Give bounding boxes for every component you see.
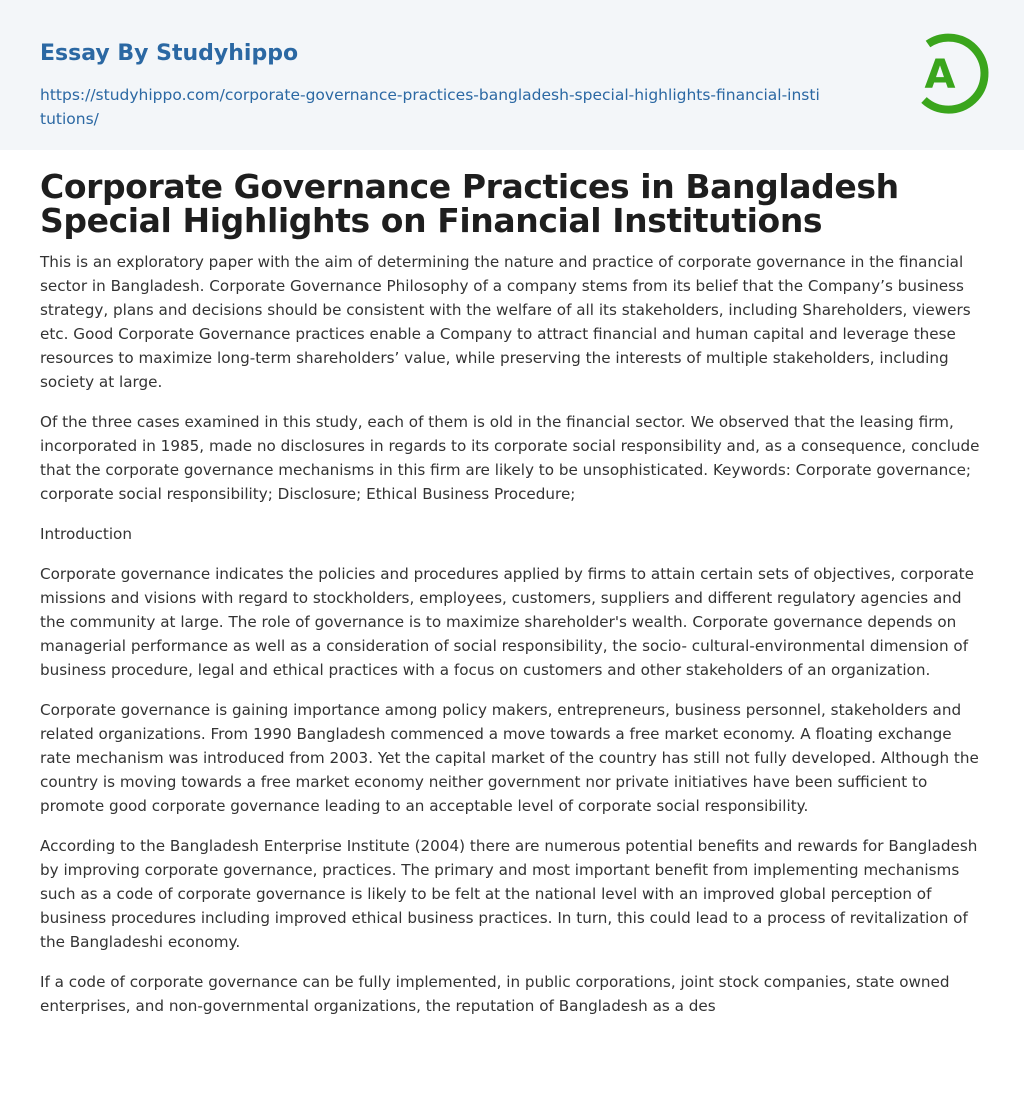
studyhippo-logo-icon[interactable] (904, 26, 992, 118)
logo-letter: A (924, 52, 956, 98)
essay-url-link[interactable]: https://studyhippo.com/corporate-governance-practices-bangladesh-special-highlights-financial-institutions/ (40, 86, 820, 128)
site-header (0, 0, 1024, 150)
article-paragraph: Corporate governance indicates the policies and procedures applied by firms to attain certain sets of objectives, corporate missions and visions with regard to stockholders, employees, customers, suppliers and different regulatory agencies and the community at large. The role of governance is to maximize shareholder's wealth. Corporate governance depends on managerial performance as well as a consideration of social responsibility, the socio- cultural-environmental dimension of business procedure, legal and ethical practices with a focus on customers and other stakeholders of an organization. (40, 565, 974, 679)
article-paragraph: Of the three cases examined in this study, each of them is old in the financial sector. We observed that the leasing firm, incorporated in 1985, made no disclosures in regards to its corporate social responsibility and, as a consequence, conclude that the corporate governance mechanisms in this firm are likely to be unsophisticated. Keywords: Corporate governance; corporate social responsibility; Disclosure; Ethical Business Procedure; (40, 413, 980, 503)
article-paragraph: If a code of corporate governance can be fully implemented, in public corporations, joint stock companies, state owned enterprises, and non-governmental organizations, the reputation of Bangladesh as a des (40, 973, 950, 1015)
article-paragraph: According to the Bangladesh Enterprise Institute (2004) there are numerous potential benefits and rewards for Bangladesh by improving corporate governance, practices. The primary and most important benefit from implementing mechanisms such as a code of corporate governance is likely to be felt at the national level with an improved global perception of business procedures including improved ethical business practices. In turn, this could lead to a process of revitalization of the Bangladeshi economy. (40, 837, 978, 951)
site-title[interactable]: Essay By Studyhippo (40, 41, 299, 66)
article (40, 167, 984, 1034)
page-title: Corporate Governance Practices in Bangladesh Special Highlights on Financial Institutions (40, 167, 899, 240)
article-paragraph: Corporate governance is gaining importance among policy makers, entrepreneurs, business personnel, stakeholders and related organizations. From 1990 Bangladesh commenced a move towards a free market economy. A floating exchange rate mechanism was introduced from 2003. Yet the capital market of the country has still not fully developed. Although the country is moving towards a free market economy neither government nor private initiatives have been sufficient to promote good corporate governance leading to an acceptable level of corporate social responsibility. (40, 701, 979, 815)
section-heading-introduction: Introduction (40, 525, 132, 543)
article-paragraph: This is an exploratory paper with the aim of determining the nature and practice of corporate governance in the financial sector in Bangladesh. Corporate Governance Philosophy of a company stems from its belief that the Company’s business strategy, plans and decisions should be consistent with the welfare of all its stakeholders, including Shareholders, viewers etc. Good Corporate Governance practices enable a Company to attract financial and human capital and leverage these resources to maximize long-term shareholders’ value, while preserving the interests of multiple stakeholders, including society at large. (40, 253, 971, 391)
